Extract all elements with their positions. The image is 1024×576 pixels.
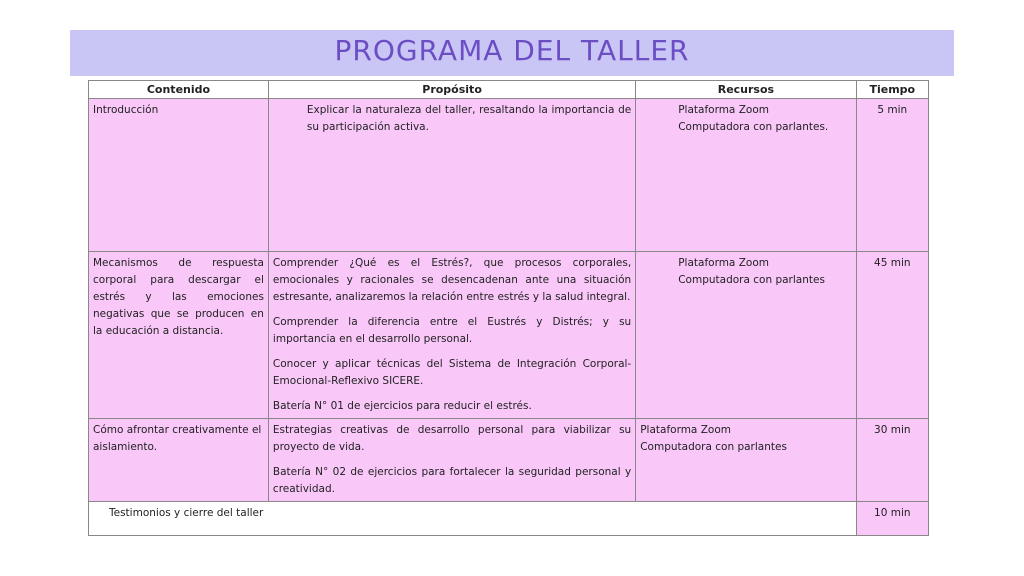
proposito-cell [268, 252, 635, 419]
table-row [89, 252, 929, 419]
recurso-line: Computadora con parlantes. [678, 121, 829, 133]
page-title: PROGRAMA DEL TALLER [334, 34, 690, 67]
contenido-cell: Introducción [89, 99, 269, 252]
program-table [88, 80, 929, 536]
header-contenido: Contenido [89, 81, 269, 99]
proposito-cell [268, 419, 635, 502]
proposito-paragraph: Explicar la naturaleza del taller, resaltando la importancia de su participación activa. [306, 104, 632, 133]
tiempo-cell: 5 min [856, 99, 928, 252]
proposito-paragraph: Batería N° 02 de ejercicios para fortalecer la seguridad personal y creatividad. [272, 466, 632, 495]
header-proposito: Propósito [268, 81, 635, 99]
header-recursos: Recursos [636, 81, 856, 99]
contenido-cell: Mecanismos de respuesta corporal para descargar el estrés y las emociones negativas que se producen en la educación a distancia. [89, 252, 269, 419]
recursos-cell [636, 419, 856, 502]
recurso-line: Plataforma Zoom [640, 424, 731, 436]
tiempo-cell: 10 min [856, 502, 928, 536]
proposito-paragraph: Comprender ¿Qué es el Estrés?, que procesos corporales, emocionales y racionales se desencadenan ante una situación estresante, analizaremos la relación entre estrés y la salud integral. [272, 257, 632, 303]
proposito-cell [268, 99, 635, 252]
title-banner [70, 30, 954, 76]
recurso-line: Computadora con parlantes [678, 274, 825, 286]
header-tiempo: Tiempo [856, 81, 928, 99]
recurso-line: Computadora con parlantes [640, 441, 787, 453]
table-header-row [89, 81, 929, 99]
recursos-cell [636, 99, 856, 252]
contenido-cell: Cómo afrontar creativamente el aislamiento. [89, 419, 269, 502]
contenido-cell: Testimonios y cierre del taller [89, 502, 857, 536]
proposito-paragraph: Batería N° 01 de ejercicios para reducir el estrés. [272, 400, 532, 412]
recursos-cell [636, 252, 856, 419]
recurso-line: Plataforma Zoom [678, 104, 769, 116]
proposito-paragraph: Estrategias creativas de desarrollo personal para viabilizar su proyecto de vida. [272, 424, 632, 453]
proposito-paragraph: Conocer y aplicar técnicas del Sistema de Integración Corporal-Emocional-Reflexivo SICERE. [272, 358, 632, 387]
table-row [89, 502, 929, 536]
table-row [89, 419, 929, 502]
proposito-paragraph: Comprender la diferencia entre el Eustrés y Distrés; y su importancia en el desarrollo personal. [272, 316, 632, 345]
tiempo-cell: 30 min [856, 419, 928, 502]
tiempo-cell: 45 min [856, 252, 928, 419]
table-row [89, 99, 929, 252]
recurso-line: Plataforma Zoom [678, 257, 769, 269]
